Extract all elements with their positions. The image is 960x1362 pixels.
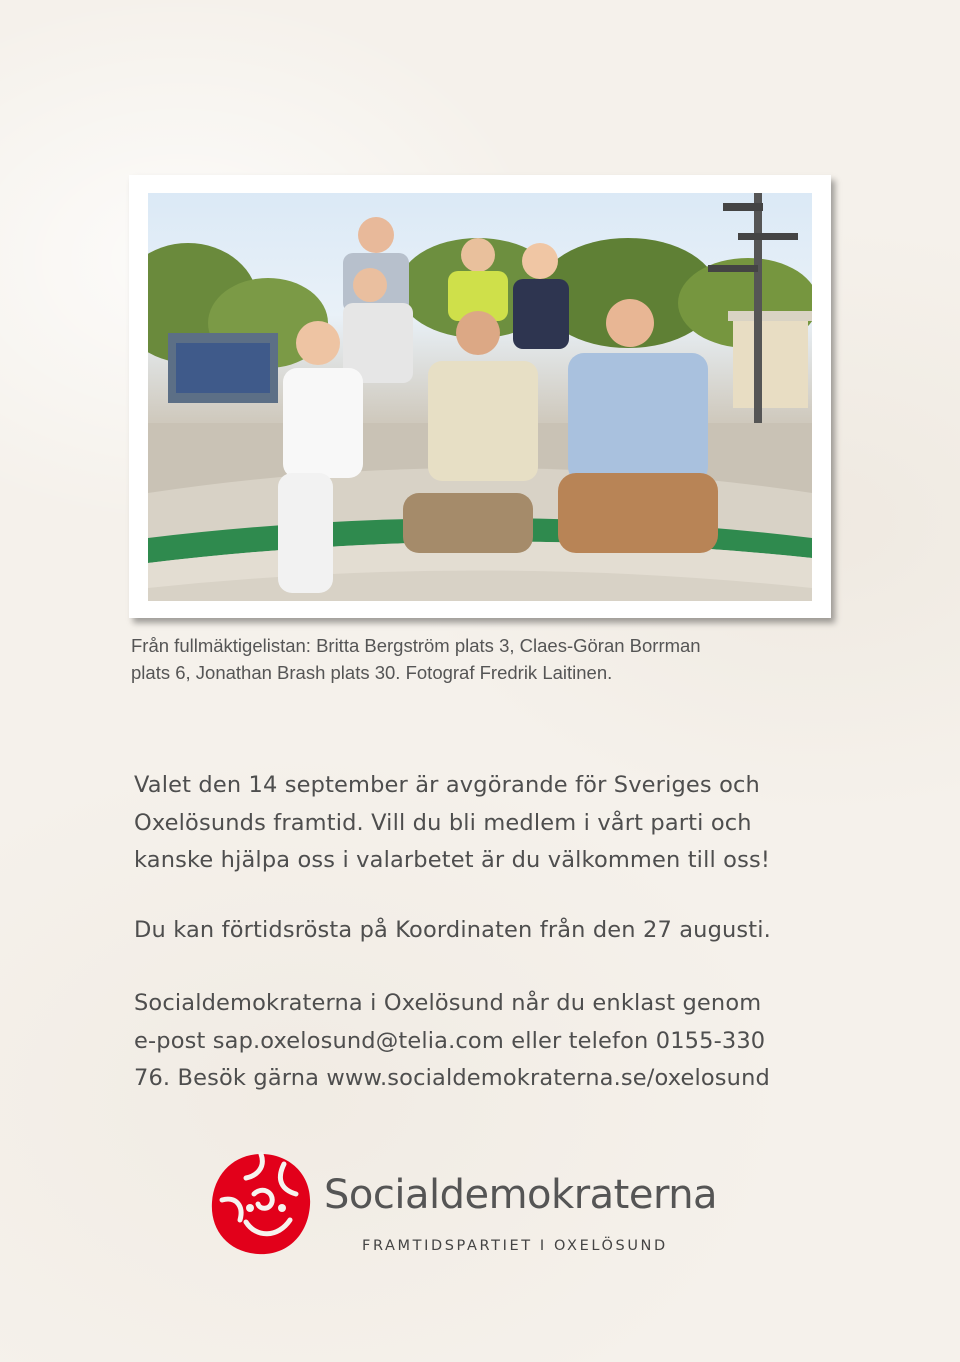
- paragraph-line: Du kan förtidsrösta på Koordinaten från den 27 augusti.: [134, 917, 771, 943]
- photo-frame: [129, 175, 831, 618]
- brand-subtitle: FRAMTIDSPARTIET I OXELÖSUND: [362, 1238, 668, 1254]
- party-logo: [206, 1150, 746, 1260]
- caption-line: Från fullmäktigelistan: Britta Bergström plats 3, Claes-Göran Borrman: [131, 635, 701, 656]
- rose-icon: [206, 1150, 316, 1260]
- early-voting-paragraph: [134, 912, 834, 950]
- group-photo-illustration: [148, 193, 812, 601]
- brand-name: Socialdemokraterna: [324, 1172, 718, 1218]
- paragraph-line: 76. Besök gärna www.socialdemokraterna.se/oxelosund: [134, 1065, 770, 1091]
- paragraph-line: Oxelösunds framtid. Vill du bli medlem i vårt parti och: [134, 809, 752, 836]
- paragraph-line: e-post sap.oxelosund@telia.com eller telefon 0155-330: [134, 1027, 766, 1054]
- photo-caption: [131, 632, 831, 686]
- paragraph-line: Valet den 14 september är avgörande för Sveriges och: [134, 772, 760, 798]
- caption-line: plats 6, Jonathan Brash plats 30. Fotograf Fredrik Laitinen.: [131, 662, 613, 683]
- paragraph-line: kanske hjälpa oss i valarbetet är du välkommen till oss!: [134, 847, 771, 873]
- contact-paragraph: [134, 985, 834, 1098]
- paragraph-line: Socialdemokraterna i Oxelösund når du enklast genom: [134, 990, 762, 1016]
- group-photo: [148, 193, 812, 601]
- election-paragraph: [134, 767, 834, 880]
